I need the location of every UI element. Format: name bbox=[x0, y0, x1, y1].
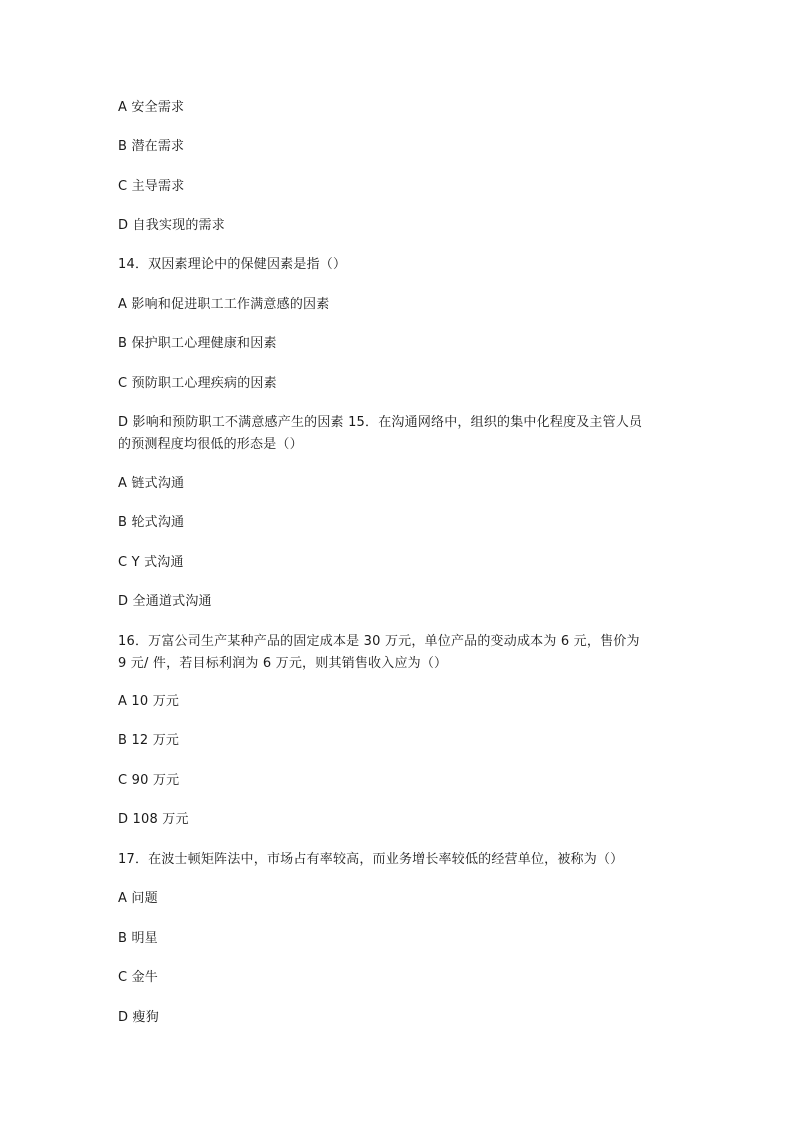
option-b-q17: B 明星 bbox=[118, 931, 158, 946]
question-17: 17．在波士顿矩阵法中，市场占有率较高，而业务增长率较低的经营单位，被称为（） bbox=[118, 852, 624, 867]
option-a-q14: A 影响和促进职工工作满意感的因素 bbox=[118, 297, 330, 312]
option-c-q15: C Y 式沟通 bbox=[118, 555, 184, 570]
option-b-q14: B 保护职工心理健康和因素 bbox=[118, 336, 277, 351]
option-c-q16: C 90 万元 bbox=[118, 773, 180, 788]
option-b-q13: B 潜在需求 bbox=[118, 139, 185, 154]
option-c-q13: C 主导需求 bbox=[118, 179, 185, 194]
option-a-q13: A 安全需求 bbox=[118, 100, 185, 115]
option-c-q14: C 预防职工心理疾病的因素 bbox=[118, 376, 277, 391]
option-b-q16: B 12 万元 bbox=[118, 733, 180, 748]
question-15-continued: 的预测程度均很低的形态是（） bbox=[118, 437, 303, 452]
option-d-q14-and-question-15: D 影响和预防职工不满意感产生的因素 15．在沟通网络中，组织的集中化程度及主管人员 bbox=[118, 415, 643, 430]
option-a-q15: A 链式沟通 bbox=[118, 476, 185, 491]
question-16-continued: 9 元/ 件，若目标利润为 6 万元，则其销售收入应为（） bbox=[118, 656, 448, 671]
question-14: 14．双因素理论中的保健因素是指（） bbox=[118, 257, 347, 272]
option-d-q13: D 自我实现的需求 bbox=[118, 218, 225, 233]
question-16: 16．万富公司生产某种产品的固定成本是 30 万元，单位产品的变动成本为 6 元，售价为 bbox=[118, 634, 640, 649]
option-d-q17: D 瘦狗 bbox=[118, 1010, 159, 1025]
option-b-q15: B 轮式沟通 bbox=[118, 515, 185, 530]
option-c-q17: C 金牛 bbox=[118, 970, 159, 985]
option-d-q15: D 全通道式沟通 bbox=[118, 594, 212, 609]
option-a-q16: A 10 万元 bbox=[118, 694, 180, 709]
option-a-q17: A 问题 bbox=[118, 891, 158, 906]
option-d-q16: D 108 万元 bbox=[118, 812, 189, 827]
